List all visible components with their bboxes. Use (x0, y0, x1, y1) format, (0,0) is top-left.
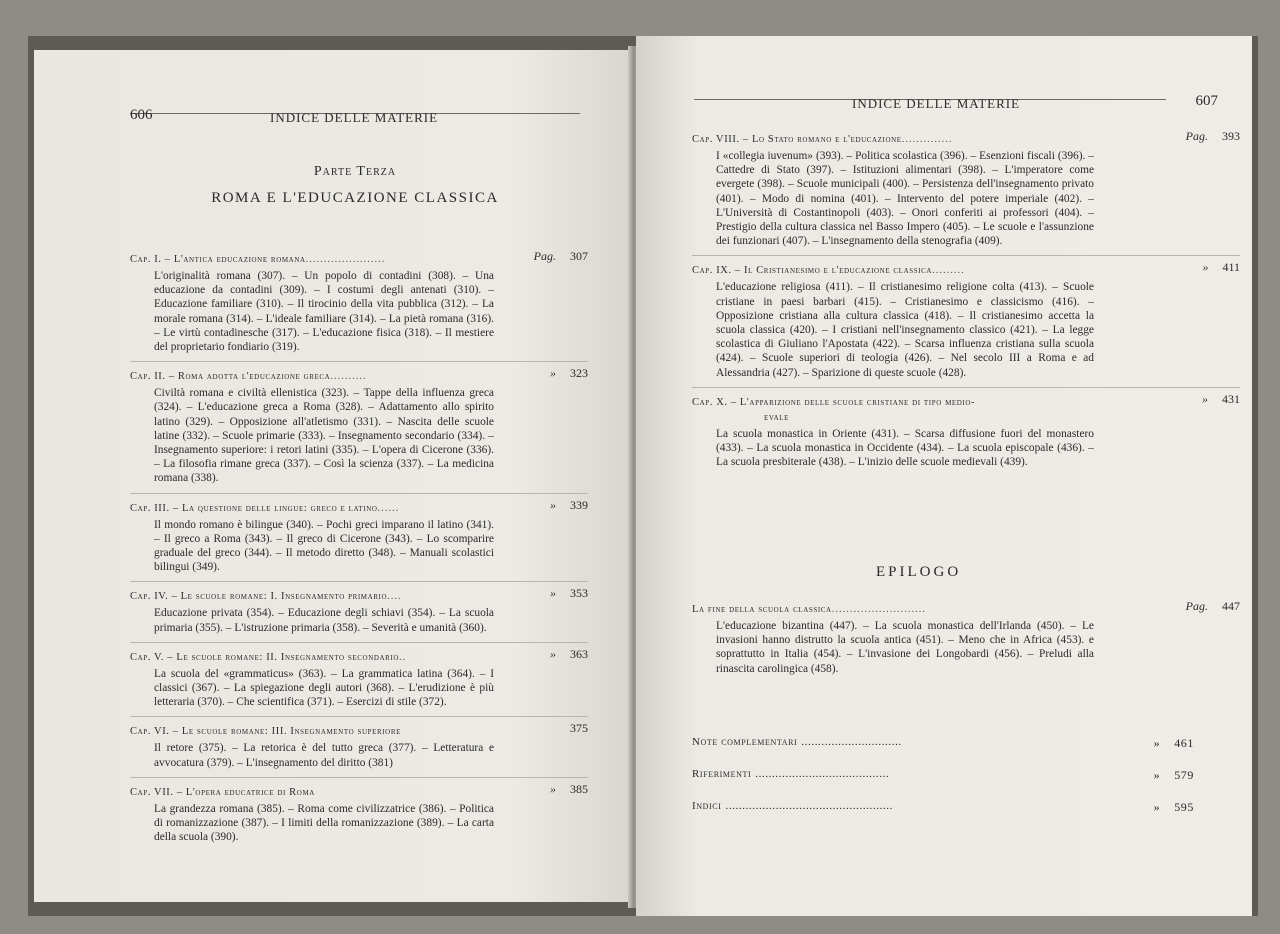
page-value: 307 (570, 249, 588, 263)
leader-dots: .............. (901, 134, 953, 145)
entry-divider (130, 642, 588, 643)
page-prefix: » (550, 366, 556, 381)
chapter-title: Cap. III. – La questione delle lingue: greco e latino (130, 502, 378, 514)
chapter-heading-continued: evale (764, 411, 790, 423)
chapter-heading (692, 260, 1240, 278)
page-prefix: Pag. (533, 249, 556, 263)
page-value: 461 (1174, 736, 1194, 750)
epilogue-title: EPILOGO (876, 564, 962, 580)
toc-entry (692, 260, 1240, 379)
running-head-text: INDICE DELLE MATERIE (270, 110, 439, 125)
page-value: 363 (570, 646, 588, 661)
back-matter-item (692, 736, 1194, 768)
page-prefix: » (550, 646, 556, 661)
back-matter-label: Indici (692, 800, 722, 812)
entry-divider (130, 716, 588, 717)
toc-entry (130, 721, 588, 769)
chapter-summary: L'educazione bizantina (447). – La scuola monastica dell'Irlanda (450). – Le invasioni hanno distrutto la scuola antica (451). – Meno che in Africa (453). e soprattutto in Italia (454). – L'invasione dei Longobardi (456). – Preludi alla rinascita carolingica (458). (716, 620, 1094, 675)
chapter-summary: Educazione privata (354). – Educazione degli schiavi (354). – La scuola primaria (355). – L'istruzione primaria (358). – Severità e umanità (360). (154, 607, 494, 634)
entry-divider (692, 255, 1240, 256)
page-prefix: » (550, 781, 556, 796)
page-prefix: » (1153, 768, 1161, 782)
page-value: 595 (1174, 800, 1194, 814)
chapter-summary: I «collegia iuvenum» (393). – Politica scolastica (396). – Esenzioni fiscali (396). – Cattedre di Stato (397). – Istituzioni alimentari (398). – L'imperatore come evergete (398). – Scuole municipali (400). – Persistenza dell'insegnamento privato (401). – Modo di nomina (401). – Intervento del potere imperiale (402). – L'Università di Costantinopoli (403). – Onori conferiti ai professori (404). – Prestigio della cultura classica nel Basso Impero (405). – Le scuole e l'assunzione dei funzionari (407). – L'insegnamento della stenografia (409). (716, 150, 1094, 248)
chapter-heading (130, 497, 588, 516)
chapter-heading (130, 781, 588, 800)
page-value: 411 (1222, 260, 1240, 275)
page-prefix: Pag. (1185, 129, 1208, 143)
chapter-list (692, 129, 1240, 469)
page-reference (550, 586, 588, 601)
chapter-heading (130, 249, 588, 267)
chapter-heading (130, 646, 588, 665)
page-prefix: » (550, 586, 556, 601)
page-value: 393 (1222, 129, 1240, 143)
chapter-heading (692, 599, 1240, 617)
chapter-title: Cap. VII. – L'opera educatrice di Roma (130, 786, 315, 798)
leader-dots: .... (387, 591, 402, 603)
chapter-summary: Civiltà romana e civiltà ellenistica (323). – Tappe della influenza greca (324). – L'educazione greca a Roma (328). – Adattamento allo spirito latino (329). – Opposizione all'atletismo (331). – Nascita delle scuole latine (332). – Scuole primarie (333). – Insegnamento secondario (334). – Insegnamento superiore: i retori latini (335). – L'opera di Cicerone (336). – La filosofia rimane greca (337). – Così la scienza (337). – La medicina romana (338). (154, 387, 494, 485)
page-value: 447 (1222, 599, 1240, 613)
page-reference (556, 721, 588, 736)
page-value: 431 (1222, 391, 1240, 406)
toc-entry (692, 391, 1240, 470)
chapter-title: Cap. X. – L'apparizione delle scuole cristiane di tipo medio- (692, 396, 976, 408)
chapter-heading (692, 129, 1240, 147)
chapter-title: Cap. V. – Le scuole romane: II. Insegnamento secondario (130, 651, 400, 663)
page-reference (1154, 768, 1194, 783)
page-number: 606 (130, 107, 153, 123)
chapter-title: Cap. IV. – Le scuole romane: I. Insegnamento primario (130, 591, 388, 603)
page-prefix: » (1202, 391, 1208, 406)
page-reference (550, 366, 588, 381)
page-value: 579 (1174, 768, 1194, 782)
toc-entry (692, 129, 1240, 248)
chapter-title: La fine della scuola classica (692, 604, 832, 615)
chapter-summary: La scuola monastica in Oriente (431). – Scarsa diffusione fuori del monastero (433). – La scuola monastica in Occidente (434). – La scuola episcopale (436). – La scuola presbiterale (438). – L'inizio delle scuole medievali (439). (716, 427, 1094, 469)
leader-dots: .................................................. (725, 800, 893, 812)
page-reference (1202, 392, 1240, 407)
back-matter-label: Note complementari (692, 736, 798, 748)
page-value: 323 (570, 366, 588, 381)
page-reference (550, 498, 588, 513)
page-value: 353 (570, 586, 588, 601)
back-matter-list (692, 736, 1194, 832)
page-prefix: » (1202, 260, 1209, 275)
chapter-summary: La grandezza romana (385). – Roma come civilizzatrice (386). – Politica di romanizzazione (387). – I limiti della romanizzazione (389). – La carta della scuola (390). (154, 802, 494, 844)
entry-divider (130, 777, 588, 778)
chapter-summary: L'educazione religiosa (411). – Il cristianesimo religione colta (413). – Scuole cristiane in paesi barbari (415). – Cristianesimo e classicismo (416). – Opposizione cristiana alla cultura classica (418). – Il cristianesimo accetta la scuola classica (420). – I cristiani nell'insegnamento classico (421). – La legge scolastica di Giuliano l'Apostata (422). – Scarsa influenza cristiana sulla scuola (424). – Scuole superiori di teologia (426). – Nel secolo III a Roma e ad Alessandria (427). – Sparizione di queste scuole (428). (716, 281, 1094, 379)
chapter-heading (130, 366, 588, 384)
entry-divider (130, 581, 588, 582)
toc-entry (130, 497, 588, 575)
chapter-heading (130, 721, 588, 739)
page-reference (550, 782, 588, 797)
back-matter-item (692, 768, 1194, 800)
chapter-title: Cap. II. – Roma adotta l'educazione greca (130, 371, 331, 383)
leader-dots: .......... (330, 371, 367, 383)
page-value: 339 (570, 497, 588, 512)
page-reference (1154, 736, 1194, 751)
chapter-title: Cap. I. – L'antica educazione romana (130, 254, 306, 265)
page-prefix: » (1153, 736, 1161, 750)
page-reference (1154, 800, 1194, 815)
entry-divider (130, 361, 588, 362)
chapter-summary: Il mondo romano è bilingue (340). – Pochi greci imparano il latino (341). – Il greco a Roma (343). – Il greco di Cicerone (343). – Lo scomparire graduale del greco (344). – Il metodo diretto (348). – Manuali scolastici bilingui (349). (154, 518, 494, 574)
running-head-right (694, 93, 1218, 111)
page-prefix: » (1153, 800, 1161, 814)
running-head-text: INDICE DELLE MATERIE (852, 96, 1021, 111)
chapter-title: Cap. VIII. – Lo Stato romano e l'educazione (692, 134, 902, 145)
leader-dots: .............................. (801, 736, 902, 748)
chapter-summary: Il retore (375). – La retorica è del tutto greca (377). – Letteratura e avvocatura (379). – L'insegnamento del diritto (381) (154, 742, 494, 769)
page-value: 375 (570, 721, 588, 736)
leader-dots: .. (399, 651, 407, 663)
epilogue-entry (692, 599, 1240, 676)
leader-dots: ........................................ (755, 768, 890, 780)
right-page (636, 36, 1252, 916)
toc-entry (130, 586, 588, 634)
toc-entry (130, 249, 588, 354)
leader-dots: ...................... (305, 254, 386, 265)
chapter-summary: L'originalità romana (307). – Un popolo di contadini (308). – Una educazione da contadini (309). – I costumi degli antenati (310). – Educazione familiare (310). – Il tirocinio della vita pubblica (312). – La morale romana (314). – L'ideale familiare (314). – La pietà romana (316). – Le virtù contadinesche (317). – L'educazione fisica (318). – Il mestiere del proprietario fondiario (319). (154, 270, 494, 354)
toc-entry (130, 646, 588, 710)
left-page (34, 50, 632, 902)
page-reference (550, 647, 588, 662)
open-book (28, 36, 1258, 916)
entry-divider (692, 387, 1240, 388)
chapter-heading (692, 391, 1240, 410)
part-title: ROMA E L'EDUCAZIONE CLASSICA (211, 190, 499, 206)
leader-dots: .......................... (831, 604, 926, 615)
chapter-list (130, 249, 588, 844)
part-kicker: Parte Terza (313, 164, 397, 179)
page-prefix: Pag. (1185, 599, 1208, 613)
page-reference (1186, 129, 1240, 144)
page-number: 607 (1195, 93, 1218, 109)
page-reference (534, 249, 588, 264)
toc-entry (692, 599, 1240, 676)
leader-dots: ...... (377, 502, 400, 514)
running-head-left (130, 107, 580, 125)
toc-entry (130, 366, 588, 485)
leader-dots: ......... (932, 265, 965, 277)
chapter-title: Cap. IX. – Il Cristianesimo e l'educazione classica (692, 265, 933, 277)
page-reference (1186, 599, 1240, 614)
page-reference (1202, 260, 1240, 275)
page-value: 385 (570, 781, 588, 796)
chapter-summary: La scuola del «grammaticus» (363). – La grammatica latina (364). – I classici (367). – La spiegazione degli autori (368). – L'erudizione è più letteraria (370). – Che scientifica (371). – Esercizi di stile (372). (154, 667, 494, 709)
back-matter-item (692, 800, 1194, 832)
back-matter-label: Riferimenti (692, 768, 752, 780)
entry-divider (130, 493, 588, 494)
toc-entry (130, 781, 588, 845)
chapter-title: Cap. VI. – Le scuole romane: III. Insegnamento superiore (130, 726, 401, 738)
page-prefix: » (550, 497, 556, 512)
chapter-heading (130, 586, 588, 604)
